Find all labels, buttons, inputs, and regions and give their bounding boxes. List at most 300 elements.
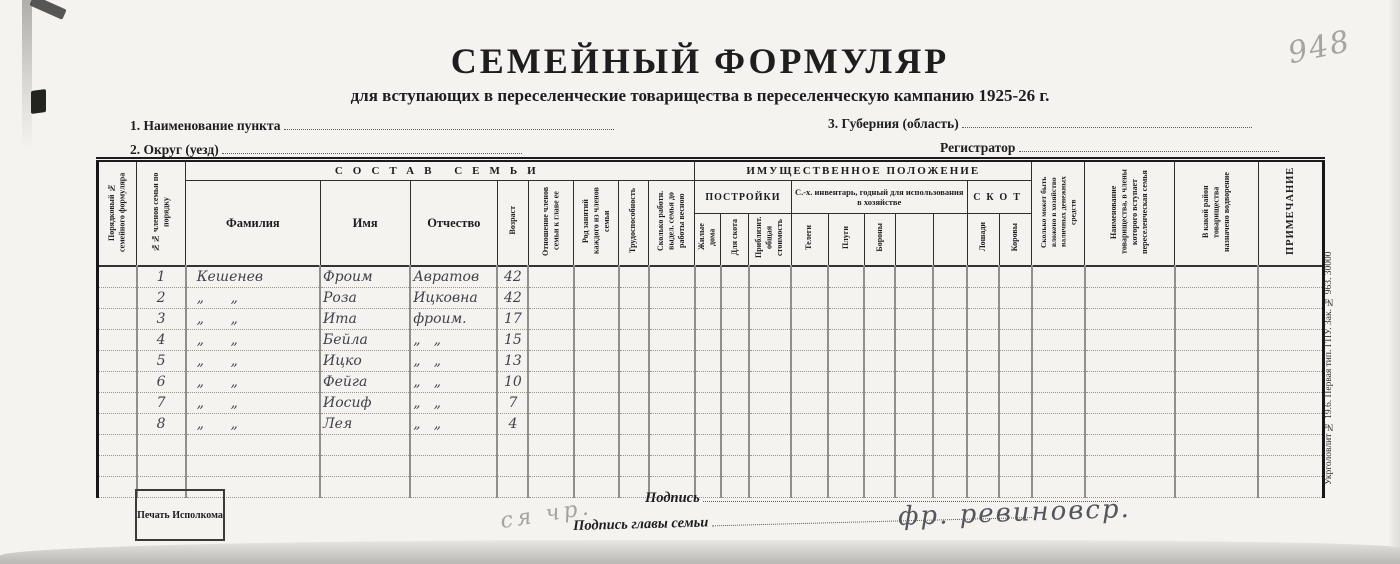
table-cell [999,288,1031,309]
table-cell [895,414,933,435]
field-gubernia-label: 3. Губерния (область) [828,116,959,131]
table-cell [497,477,528,498]
table-cell [933,372,967,393]
table-cell: 1 [137,266,186,288]
table-cell [98,477,137,498]
table-cell [721,435,749,456]
table-cell [528,266,573,288]
col-plows: Плуги [828,214,864,267]
table-cell [1175,414,1258,435]
table-cell [649,372,695,393]
table-cell: Иосиф [320,393,410,414]
table-cell [828,351,864,372]
col-district: В какой район товарищества назначено водворение [1175,160,1258,267]
table-cell [933,330,967,351]
table-cell [695,351,721,372]
table-cell [967,288,999,309]
table-cell [999,309,1031,330]
table-cell [828,266,864,288]
table-row [98,351,1324,372]
table-cell [967,456,999,477]
table-cell [410,456,497,477]
table-cell [1258,477,1323,498]
table-cell [528,477,573,498]
table-cell [649,351,695,372]
table-cell [1032,309,1085,330]
table-cell: 7 [497,393,528,414]
table-cell [1032,330,1085,351]
table-cell [1258,351,1323,372]
table-cell [864,330,895,351]
table-cell [528,351,573,372]
table-cell [999,435,1031,456]
table-cell: 15 [497,330,528,351]
table-cell [791,309,828,330]
table-cell [1258,393,1323,414]
col-blank-1 [895,214,933,267]
table-cell: „ „ [186,372,320,393]
table-cell: 42 [497,266,528,288]
table-cell [619,266,649,288]
table-cell [895,393,933,414]
table-cell [137,456,186,477]
table-cell [1258,288,1323,309]
col-partnership: Наименование товарищества, в члены которого вступает переселенческая семья [1085,160,1175,267]
table-cell: 2 [137,288,186,309]
paper-tear-mark [29,0,66,20]
table-cell [749,393,791,414]
table-cell [1085,372,1175,393]
table-cell [895,351,933,372]
table-cell [695,456,721,477]
scan-edge-shadow-right [1388,0,1400,564]
table-cell [619,456,649,477]
table-cell [137,435,186,456]
table-cell [895,372,933,393]
table-body [98,266,1324,498]
table-cell [999,372,1031,393]
table-cell [791,372,828,393]
table-cell [1258,435,1323,456]
table-cell [749,351,791,372]
table-cell [619,414,649,435]
table-cell [497,456,528,477]
table-cell [791,414,828,435]
table-cell [828,288,864,309]
table-cell [1085,266,1175,288]
table-cell [695,393,721,414]
table-cell: Ицковна [410,288,497,309]
table-cell [895,330,933,351]
table-cell: 3 [137,309,186,330]
table-cell [695,435,721,456]
table-cell [619,309,649,330]
table-cell [828,456,864,477]
table-cell [98,456,137,477]
table-cell: фроим. [410,309,497,330]
table-cell: „ „ [186,309,320,330]
table-cell [528,288,573,309]
pencil-scribble: ся чр. [498,494,595,535]
table-cell: 8 [137,414,186,435]
table-cell [1085,288,1175,309]
table-cell: 17 [497,309,528,330]
field-gubernia-line [962,114,1252,128]
table-cell [1175,456,1258,477]
table-cell [619,435,649,456]
col-horses: Лошади [967,214,999,267]
table-cell [98,266,137,288]
table-cell [967,393,999,414]
group-buildings: ПОСТРОЙКИ [695,181,791,214]
col-age: Возраст [497,181,528,267]
table-cell [528,414,573,435]
col-patronymic: Отчество [410,181,497,267]
group-livestock: СКОТ [967,181,1031,214]
field-okrug-line [222,140,522,154]
table-cell [649,330,695,351]
table-cell [828,414,864,435]
table-cell [1258,372,1323,393]
field-registrar-label: Регистратор [940,140,1016,155]
table-cell [695,309,721,330]
table-cell [1032,288,1085,309]
form-title: СЕМЕЙНЫЙ ФОРМУЛЯР [450,41,950,81]
table-cell [933,351,967,372]
executive-committee-seal-box [135,489,225,541]
table-cell [895,435,933,456]
table-cell [1032,393,1085,414]
table-cell [695,288,721,309]
table-cell [828,330,864,351]
table-cell: 5 [137,351,186,372]
table-cell: Ита [320,309,410,330]
table-cell [864,372,895,393]
table-cell: Роза [320,288,410,309]
table-cell [1085,414,1175,435]
table-cell [895,266,933,288]
table-cell [528,330,573,351]
table-cell [695,330,721,351]
table-cell [695,266,721,288]
table-cell [749,456,791,477]
table-cell: „ „ [186,393,320,414]
table-cell [186,456,320,477]
table-cell [528,309,573,330]
table-cell [864,288,895,309]
table-cell [749,266,791,288]
table-cell [721,330,749,351]
table-cell [649,393,695,414]
table-cell [1085,456,1175,477]
table-cell: Фейга [320,372,410,393]
table-cell [933,288,967,309]
table-cell [721,309,749,330]
table-row [98,372,1324,393]
table-cell [828,393,864,414]
table-cell [749,414,791,435]
table-cell [1175,477,1258,498]
table-cell [574,351,619,372]
col-member-no: №№ членов семьи по порядку [137,160,186,267]
table-cell [528,393,573,414]
table-cell [864,435,895,456]
table-cell [791,435,828,456]
table-cell [864,456,895,477]
table-cell: „ „ [186,288,320,309]
table-cell: „ „ [186,330,320,351]
table-cell: 4 [137,330,186,351]
table-row [98,288,1324,309]
table-cell [1032,435,1085,456]
table-cell [1258,309,1323,330]
head-signature-label: Подпись главы семьи [572,514,709,535]
table-cell [999,330,1031,351]
table-row [98,393,1324,414]
table-cell: „ „ [410,414,497,435]
col-form-no: Порядковый № семейного формуляра [98,160,137,267]
table-cell [574,414,619,435]
table-cell [320,456,410,477]
col-cattle-sheds: Для скота [721,214,749,267]
table-cell [1085,435,1175,456]
table-cell [791,351,828,372]
table-row [98,414,1324,435]
table-cell: 6 [137,372,186,393]
table-cell [967,372,999,393]
table-cell: „ „ [410,330,497,351]
table-cell [528,372,573,393]
table-cell [864,414,895,435]
table-cell: Фроим [320,266,410,288]
col-houses: Жилые дома [695,214,721,267]
table-cell [864,309,895,330]
table-cell [574,330,619,351]
table-cell [967,330,999,351]
table-cell [1175,309,1258,330]
table-cell [967,435,999,456]
table-cell [791,456,828,477]
table-cell [999,266,1031,288]
table-cell [721,393,749,414]
pencil-page-number: 948 [1285,23,1355,72]
col-first-name: Имя [320,181,410,267]
table-row [98,456,1324,477]
table-cell [497,435,528,456]
col-cash: Сколько может быть вложено в хозяйство наличных денежных средств [1032,160,1085,267]
group-family: СОСТАВ СЕМЬИ [186,160,695,181]
table-cell [1085,351,1175,372]
col-relation: Отношение членов семьи к главе ее [528,181,573,267]
field-okrug [130,140,522,158]
field-point-label: 1. Наименование пункта [130,118,281,133]
table-cell: 13 [497,351,528,372]
table-cell [1175,372,1258,393]
table-cell [864,266,895,288]
group-property: ИМУЩЕСТВЕННОЕ ПОЛОЖЕНИЕ [695,160,1032,181]
family-form-table [96,157,1325,498]
table-cell [649,435,695,456]
table-cell [619,330,649,351]
table-cell [619,351,649,372]
table-cell [695,372,721,393]
col-workers: Сколько работн. выдел. семья до работы весною [649,181,695,267]
table-cell [933,435,967,456]
table-cell [649,309,695,330]
table-cell: 10 [497,372,528,393]
col-harrows: Бороны [864,214,895,267]
table-cell [1175,435,1258,456]
col-cows: Коровы [999,214,1031,267]
field-gubernia [828,114,1252,132]
table-cell: 4 [497,414,528,435]
table-cell [864,393,895,414]
form-subtitle: для вступающих в переселенческие товарищества в переселенческую кампанию 1925-26 г. [350,86,1050,105]
table-cell [1258,266,1323,288]
table-cell [791,288,828,309]
table-cell [98,288,137,309]
table-cell [864,351,895,372]
table-cell [1032,266,1085,288]
table-cell [933,266,967,288]
table-cell [999,351,1031,372]
table-cell [999,456,1031,477]
table-cell [999,414,1031,435]
col-ability: Трудоспособность [619,181,649,267]
field-registrar [940,138,1279,156]
field-point [130,116,614,134]
signature-label: Подпись [645,490,700,506]
table-row [98,330,1324,351]
table-cell [619,393,649,414]
table-cell [999,393,1031,414]
table-cell [320,435,410,456]
table-cell [791,393,828,414]
table-cell [619,372,649,393]
table-cell [721,288,749,309]
table-cell [1032,351,1085,372]
table-cell [967,351,999,372]
table-cell [649,288,695,309]
table-cell [574,288,619,309]
table-cell [98,393,137,414]
seal-label: Печать Исполкома [137,509,223,521]
col-surname: Фамилия [186,181,320,267]
table-cell [1175,330,1258,351]
table-cell: Авратов [410,266,497,288]
table-cell [828,309,864,330]
table-cell [1258,330,1323,351]
table-cell [98,351,137,372]
table-cell [791,330,828,351]
table-cell [1032,372,1085,393]
table-cell [1032,414,1085,435]
group-inventory: С.-х. инвентарь, годный для использования в хозяйстве [791,181,967,214]
print-shop-imprint: Укрголовлит № 19.6. Первая тип. ГПУ. Зак. № 963. 30000 [1324,251,1334,485]
table-cell [1085,330,1175,351]
col-carts: Телеги [791,214,828,267]
table-cell [967,414,999,435]
table-cell [828,435,864,456]
table-cell [895,309,933,330]
table-cell [749,330,791,351]
table-cell [749,288,791,309]
field-okrug-label: 2. Округ (уезд) [130,142,219,157]
table-cell: „ „ [186,414,320,435]
table-cell [1175,351,1258,372]
table-cell [1175,266,1258,288]
col-note: ПРИМЕЧАНИЕ [1258,160,1323,267]
head-of-family-signature: фр. ревиновср. [897,493,1132,533]
table-cell [1258,456,1323,477]
table-cell [1085,309,1175,330]
table-cell [528,435,573,456]
table-cell [967,309,999,330]
table-cell [721,266,749,288]
table-cell [933,393,967,414]
table-cell: Бейла [320,330,410,351]
table-cell [749,372,791,393]
table-cell [1258,414,1323,435]
field-point-line [284,116,614,130]
table-cell [619,288,649,309]
table-cell [410,477,497,498]
col-blank-2 [933,214,967,267]
table-cell: „ „ [410,351,497,372]
table-cell: „ „ [410,372,497,393]
table-cell [1175,288,1258,309]
table-cell [574,372,619,393]
table-cell [574,266,619,288]
table-cell [933,414,967,435]
table-cell [574,477,619,498]
table-cell [98,435,137,456]
table-cell: „ „ [410,393,497,414]
table-cell [574,309,619,330]
table-cell [1175,393,1258,414]
table-cell [574,435,619,456]
table-cell [410,435,497,456]
table-cell [721,372,749,393]
table-cell [98,309,137,330]
table-cell: 7 [137,393,186,414]
table-cell [895,288,933,309]
table-cell: „ „ [186,351,320,372]
table-cell [895,456,933,477]
table-cell: Ицко [320,351,410,372]
col-approx-value: Приблизит. общая стоимость [749,214,791,267]
table-cell [649,266,695,288]
table-cell [933,456,967,477]
table-cell: 42 [497,288,528,309]
field-registrar-line [1019,138,1279,152]
paper-bottom-edge [0,540,1400,564]
table-cell [749,309,791,330]
table-cell [574,456,619,477]
table-cell [649,456,695,477]
table-cell [98,414,137,435]
table-cell [933,309,967,330]
table-cell [98,372,137,393]
table-row [98,435,1324,456]
table-cell [791,266,828,288]
table-cell [528,456,573,477]
table-cell [186,435,320,456]
table-row [98,266,1324,288]
table-cell [967,266,999,288]
table-cell [721,351,749,372]
table-cell [1085,393,1175,414]
